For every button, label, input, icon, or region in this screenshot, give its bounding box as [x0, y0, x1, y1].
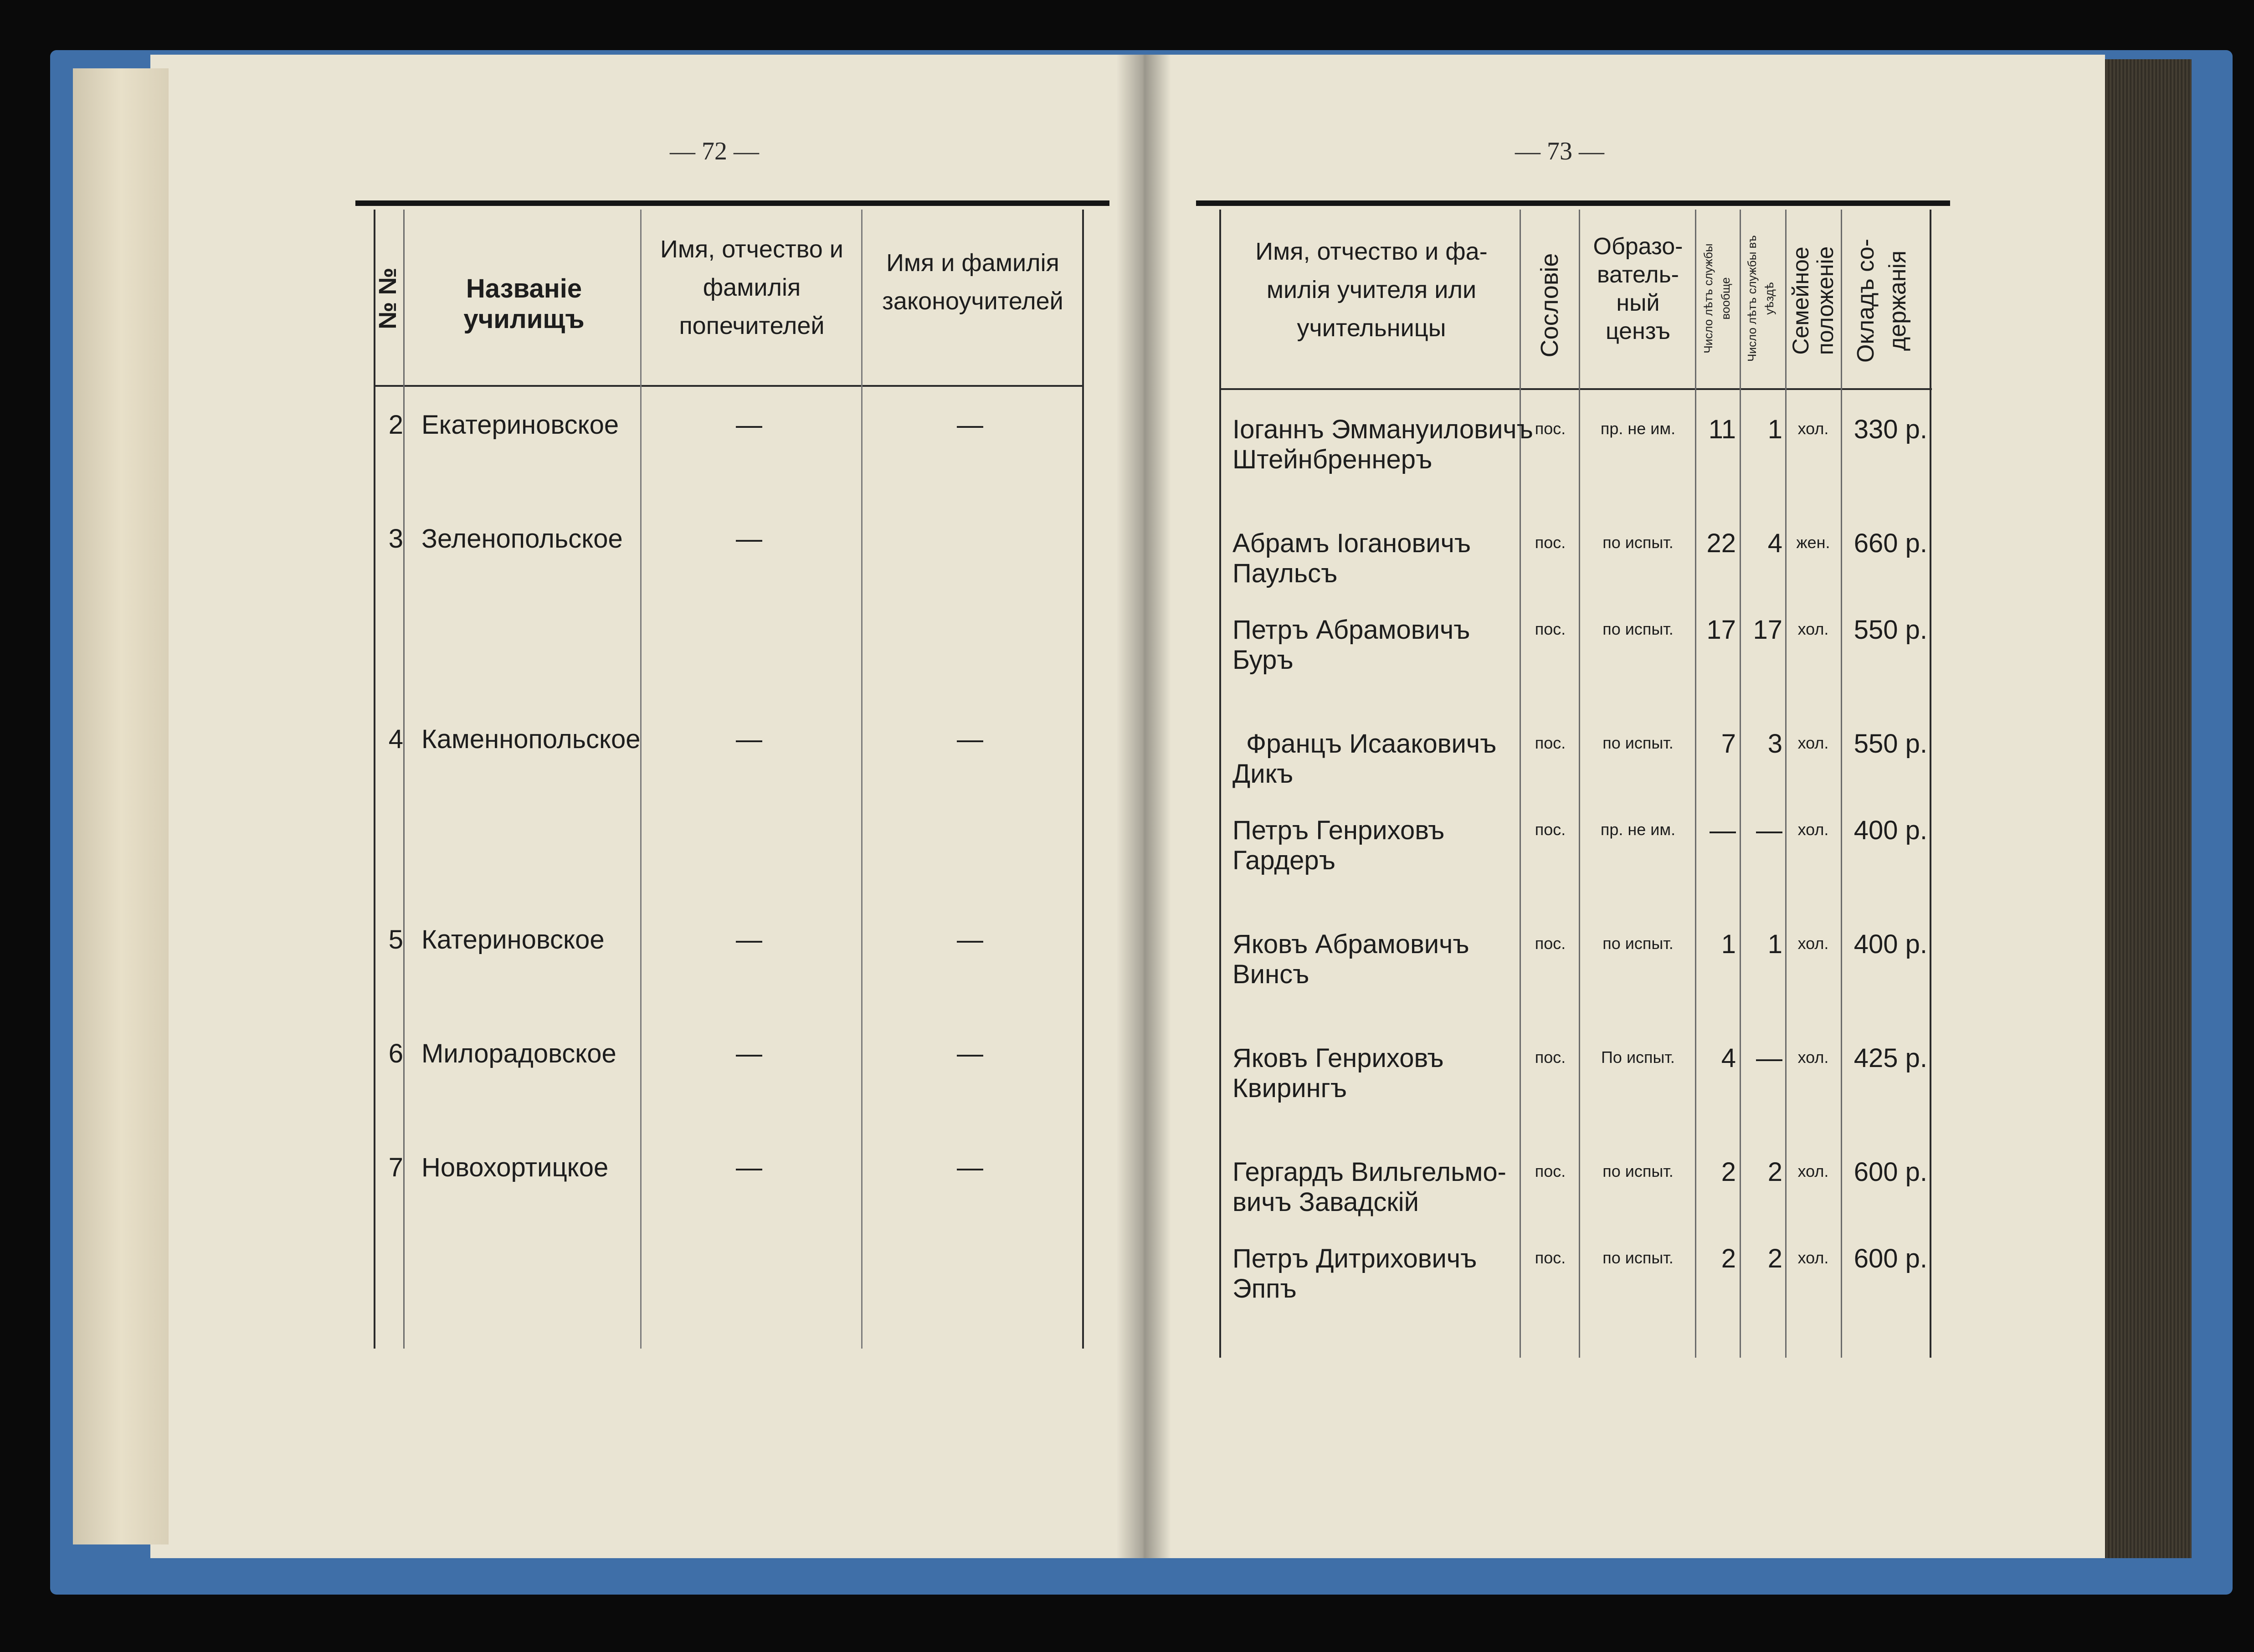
teacher-name: Петръ Абрамовичъ	[1232, 615, 1470, 645]
salary-value: 400 р.	[1854, 816, 1927, 845]
salary-value: 330 р.	[1854, 415, 1927, 444]
salary-value: 660 р.	[1854, 528, 1927, 558]
years-total-value: 2	[1721, 1244, 1736, 1273]
teacher-name: Петръ Генриховъ	[1232, 816, 1445, 845]
right-col-border	[1579, 210, 1580, 1358]
header-school: Названіе училищъ	[463, 274, 585, 334]
years-volost-value: 2	[1767, 1157, 1782, 1187]
teacher-surname: Винсъ	[1232, 959, 1309, 989]
years-volost-value: —	[1756, 1043, 1782, 1073]
right-col-border	[1520, 210, 1521, 1358]
years-total-value: 11	[1708, 415, 1736, 444]
years-volost-value: 17	[1753, 615, 1782, 645]
school-name: Екатериновское	[421, 410, 619, 440]
header-teacher: Имя, отчество и фа-милія учителя или учительницы	[1255, 238, 1488, 342]
family-value: хол.	[1797, 934, 1829, 953]
teacher-surname: Буръ	[1232, 645, 1294, 675]
left-header-rule	[374, 385, 1082, 387]
religion-teacher-value: —	[957, 925, 983, 954]
left-col-border	[861, 210, 863, 1349]
family-value: хол.	[1797, 1162, 1829, 1180]
school-name: Каменнопольское	[421, 724, 641, 754]
salary-value: 600 р.	[1854, 1244, 1927, 1273]
right-col-border	[1740, 210, 1741, 1358]
teacher-surname: вичъ Завадскій	[1232, 1187, 1419, 1217]
row-num: 2	[388, 410, 403, 440]
right-top-rule	[1196, 200, 1950, 206]
estate-value: пос.	[1535, 533, 1566, 552]
teacher-surname: Гардеръ	[1232, 846, 1335, 875]
header-salary: Окладъ со-держанія	[1853, 239, 1911, 363]
family-value: хол.	[1797, 419, 1829, 438]
religion-teacher-value: —	[957, 724, 983, 754]
trustee-value: —	[736, 1153, 762, 1182]
years-volost-value: —	[1756, 816, 1782, 845]
page-edges-left	[73, 68, 169, 1544]
right-col-border	[1695, 210, 1696, 1358]
school-name: Новохортицкое	[421, 1153, 609, 1182]
religion-teacher-value: —	[957, 1153, 983, 1182]
estate-value: пос.	[1535, 734, 1566, 752]
estate-value: пос.	[1535, 620, 1566, 638]
years-total-value: —	[1710, 816, 1736, 845]
teacher-surname: Квирингъ	[1232, 1073, 1347, 1103]
years-total-value: 17	[1706, 615, 1736, 645]
religion-teacher-value: —	[957, 410, 983, 440]
teacher-name: Яковъ Генриховъ	[1232, 1043, 1444, 1073]
education-value: пр. не им.	[1600, 820, 1676, 839]
years-volost-value: 4	[1767, 528, 1782, 558]
trustee-value: —	[736, 925, 762, 954]
religion-teacher-value: —	[957, 1039, 983, 1068]
estate-value: пос.	[1535, 419, 1566, 438]
education-value: по испыт.	[1602, 1248, 1674, 1267]
teacher-surname: Штейнбреннеръ	[1232, 445, 1432, 474]
salary-value: 600 р.	[1854, 1157, 1927, 1187]
teacher-surname: Эппъ	[1232, 1274, 1297, 1303]
family-value: хол.	[1797, 1048, 1829, 1067]
row-num: 4	[388, 724, 403, 754]
education-value: по испыт.	[1602, 734, 1674, 752]
left-col-border	[374, 210, 375, 1349]
row-num: 5	[388, 925, 403, 954]
trustee-value: —	[736, 724, 762, 754]
years-total-value: 22	[1706, 528, 1736, 558]
left-top-rule	[355, 200, 1109, 206]
teacher-name: Яковъ Абрамовичъ	[1232, 929, 1469, 959]
teacher-name: Францъ Исааковичъ	[1246, 729, 1497, 759]
teacher-name: Абрамъ Іогановичъ	[1232, 528, 1471, 558]
right-col-border	[1219, 210, 1221, 1358]
estate-value: пос.	[1535, 820, 1566, 839]
education-value: по испыт.	[1602, 620, 1674, 638]
trustee-value: —	[736, 410, 762, 440]
row-num: 6	[388, 1039, 403, 1068]
header-family: Семейное положеніе	[1788, 246, 1838, 355]
teacher-name: Петръ Дитриховичъ	[1232, 1244, 1477, 1273]
left-col-border	[640, 210, 642, 1349]
salary-value: 400 р.	[1854, 929, 1927, 959]
estate-value: пос.	[1535, 1048, 1566, 1067]
left-col-border	[403, 210, 405, 1349]
school-name: Зеленопольское	[421, 524, 623, 554]
row-num: 3	[388, 524, 403, 554]
years-total-value: 2	[1721, 1157, 1736, 1187]
right-col-border	[1785, 210, 1787, 1358]
estate-value: пос.	[1535, 1162, 1566, 1180]
header-trustee: Имя, отчество и фамилія попечителей	[660, 236, 843, 339]
row-num: 7	[388, 1153, 403, 1182]
right-col-border	[1930, 210, 1931, 1358]
family-value: хол.	[1797, 1248, 1829, 1267]
school-name: Милорадовское	[421, 1039, 616, 1068]
book-gutter	[1116, 55, 1171, 1558]
family-value: хол.	[1797, 820, 1829, 839]
years-volost-value: 1	[1767, 415, 1782, 444]
education-value: пр. не им.	[1600, 419, 1676, 438]
right-col-border	[1841, 210, 1842, 1358]
years-total-value: 4	[1721, 1043, 1736, 1073]
teacher-surname: Дикъ	[1232, 759, 1294, 789]
estate-value: пос.	[1535, 934, 1566, 953]
teacher-surname: Паульсъ	[1232, 559, 1338, 588]
education-value: по испыт.	[1602, 533, 1674, 552]
education-value: по испыт.	[1602, 1162, 1674, 1180]
header-num: № №	[374, 267, 401, 329]
estate-value: пос.	[1535, 1248, 1566, 1267]
trustee-value: —	[736, 1039, 762, 1068]
left-col-border	[1082, 210, 1084, 1349]
school-name: Катериновское	[421, 925, 605, 954]
family-value: жен.	[1796, 533, 1830, 552]
education-value: по испыт.	[1602, 934, 1674, 953]
salary-value: 425 р.	[1854, 1043, 1927, 1073]
header-education: Образо-ватель-ный цензъ	[1593, 233, 1683, 344]
header-years-volost: Число лѣтъ службы въ уѣздѣ	[1745, 235, 1776, 362]
years-volost-value: 2	[1767, 1244, 1782, 1273]
teacher-name: Гергардъ Вильгельмо-	[1232, 1157, 1506, 1187]
years-total-value: 1	[1721, 929, 1736, 959]
right-header-rule	[1221, 388, 1932, 390]
header-religion: Имя и фамилія законоучителей	[882, 249, 1063, 315]
years-volost-value: 1	[1767, 929, 1782, 959]
trustee-value: —	[736, 524, 762, 554]
page-edges-right	[2105, 59, 2192, 1558]
education-value: По испыт.	[1601, 1048, 1675, 1067]
family-value: хол.	[1797, 620, 1829, 638]
header-estate: Сословіе	[1536, 253, 1563, 358]
family-value: хол.	[1797, 734, 1829, 752]
header-years-total: Число лѣтъ службы вообще	[1701, 243, 1732, 354]
years-total-value: 7	[1721, 729, 1736, 759]
salary-value: 550 р.	[1854, 729, 1927, 759]
years-volost-value: 3	[1767, 729, 1782, 759]
left-page-number: — 72 —	[670, 137, 759, 165]
right-page-number: — 73 —	[1515, 137, 1604, 165]
teacher-name: Іоганнъ Эммануиловичъ	[1232, 415, 1533, 444]
salary-value: 550 р.	[1854, 615, 1927, 645]
